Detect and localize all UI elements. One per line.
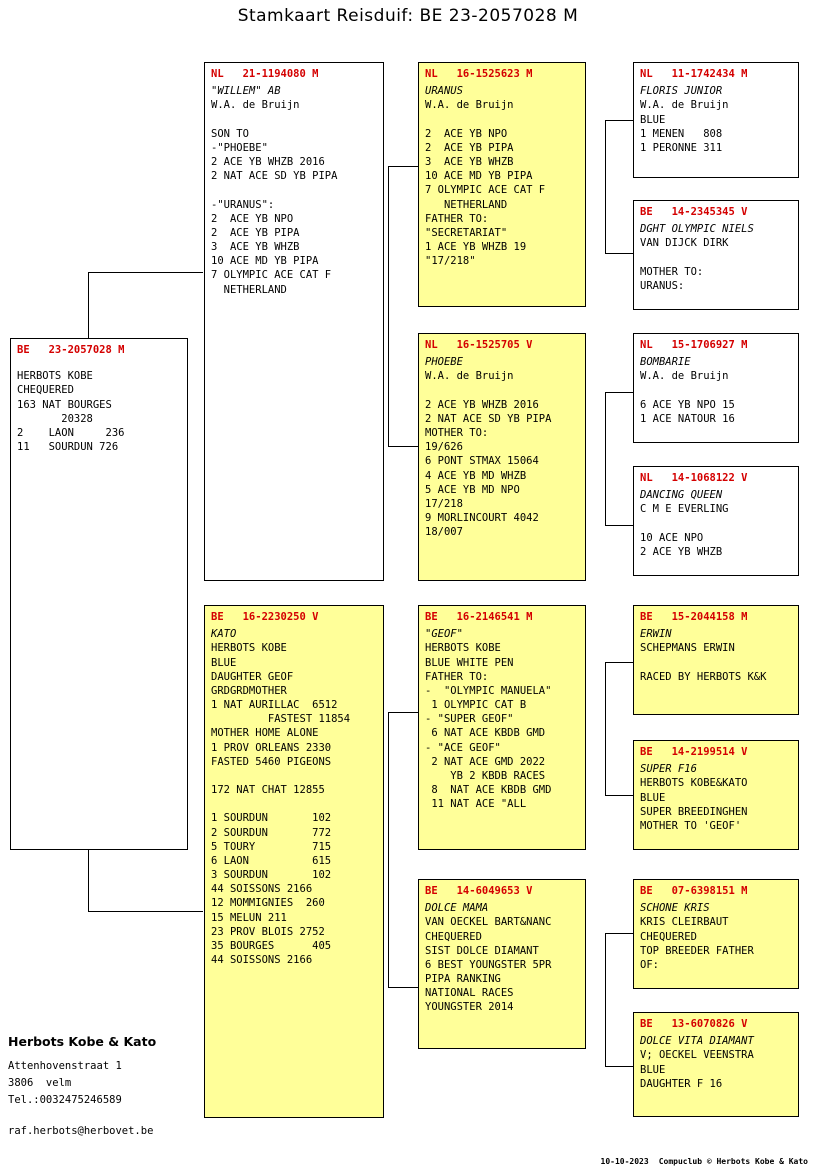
pigeon-name: DANCING QUEEN [640, 489, 723, 502]
detail-line: MOTHER TO 'GEOF' [640, 819, 742, 832]
connector [388, 166, 389, 446]
owner-telephone: Tel.:0032475246589 [8, 1094, 122, 1106]
detail-line: W.A. de Bruijn [211, 99, 300, 112]
pedigree-box-gen3-1[interactable] [633, 62, 799, 178]
pedigree-box-dam[interactable] [204, 605, 384, 1118]
pigeon-name: "GEOF" [425, 628, 463, 641]
detail-line: 2 SOURDUN 772 [211, 826, 332, 839]
detail-line: OF: [640, 958, 659, 971]
detail-line: CHEQUERED [17, 384, 74, 397]
detail-line: W.A. de Bruijn [640, 99, 729, 112]
detail-line: 1 PERONNE 311 [640, 141, 723, 154]
detail-line: 2 ACE YB PIPA [425, 141, 514, 154]
detail-line: 2 ACE YB PIPA [211, 226, 300, 239]
pedigree-box-gen3-4[interactable] [633, 466, 799, 576]
pigeon-name: URANUS [425, 85, 463, 98]
ring-number: BE 23-2057028 M [17, 344, 125, 356]
detail-line: MOTHER TO: [640, 265, 704, 278]
detail-line: 6 NAT ACE KBDB GMD [425, 727, 546, 740]
detail-line: 15 MELUN 211 [211, 911, 287, 924]
connector [388, 166, 418, 167]
detail-line: 2 NAT ACE SD YB PIPA [425, 412, 552, 425]
ring-number: BE 14-6049653 V [425, 885, 533, 897]
detail-line: 7 OLYMPIC ACE CAT F [425, 184, 546, 197]
pigeon-name: SUPER F16 [640, 763, 697, 776]
detail-line: 18/007 [425, 526, 463, 539]
connector [605, 525, 633, 526]
connector [605, 933, 633, 934]
owner-email[interactable]: raf.herbots@herbovet.be [8, 1125, 154, 1137]
detail-line: 6 LAON 615 [211, 854, 332, 867]
detail-line: 1 NAT AURILLAC 6512 [211, 699, 338, 712]
detail-line: SUPER BREEDINGHEN [640, 805, 748, 818]
ring-number: NL 15-1706927 M [640, 339, 748, 351]
detail-line: FATHER TO: [425, 670, 489, 683]
detail-line: NATIONAL RACES [425, 987, 514, 1000]
print-date: 10-10-2023 [600, 1157, 649, 1166]
detail-line: PIPA RANKING [425, 973, 501, 986]
detail-line [211, 769, 378, 783]
detail-line: BLUE [640, 1063, 666, 1076]
detail-line: -"PHOEBE" [211, 141, 268, 154]
ring-number: BE 16-2146541 M [425, 611, 533, 623]
detail-line: RACED BY HERBOTS K&K [640, 670, 767, 683]
detail-line: 44 SOISSONS 2166 [211, 883, 313, 896]
connector [605, 933, 606, 1066]
detail-line: 1 OLYMPIC CAT B [425, 699, 527, 712]
owner-name: Herbots Kobe & Kato [8, 1034, 157, 1049]
connector [605, 392, 606, 525]
detail-line: 2 ACE YB WHZB [640, 545, 723, 558]
detail-line: V; OECKEL VEENSTRA [640, 1049, 754, 1062]
detail-line [640, 656, 793, 670]
connector [605, 795, 633, 796]
detail-line: FASTEST 11854 [211, 713, 351, 726]
detail-line [211, 113, 378, 127]
pedigree-box-subject[interactable] [10, 338, 188, 850]
detail-line: YB 2 KBDB RACES [425, 769, 546, 782]
pedigree-box-gen3-2[interactable] [633, 200, 799, 310]
detail-line: 3 SOURDUN 102 [211, 869, 332, 882]
detail-line: SON TO [211, 127, 249, 140]
detail-line: "17/218" [425, 255, 476, 268]
connector [605, 662, 606, 795]
detail-line: HERBOTS KOBE [17, 370, 93, 383]
pigeon-name: DOLCE VITA DIAMANT [640, 1035, 754, 1048]
detail-line: 19/626 [425, 441, 463, 454]
detail-line: DAUGHTER F 16 [640, 1077, 723, 1090]
detail-line: 3 ACE YB WHZB [211, 241, 300, 254]
detail-line: MOTHER TO: [425, 427, 489, 440]
detail-line: W.A. de Bruijn [425, 370, 514, 383]
detail-line: - "SUPER GEOF" [425, 713, 514, 726]
detail-line: BLUE [640, 791, 666, 804]
pedigree-box-gen3-5[interactable] [633, 605, 799, 715]
detail-line: HERBOTS KOBE [211, 642, 287, 655]
detail-line: TOP BREEDER FATHER [640, 944, 754, 957]
detail-line: YOUNGSTER 2014 [425, 1001, 514, 1014]
pigeon-name: BOMBARIE [640, 356, 691, 369]
detail-line: 2 ACE YB WHZB 2016 [425, 398, 539, 411]
pedigree-box-gen3-8[interactable] [633, 1012, 799, 1117]
ring-number: NL 11-1742434 M [640, 68, 748, 80]
detail-line: 12 MOMMIGNIES 260 [211, 897, 325, 910]
ring-number: BE 14-2345345 V [640, 206, 748, 218]
connector [605, 120, 606, 253]
connector [88, 911, 203, 912]
detail-line: - "ACE GEOF" [425, 741, 501, 754]
connector [388, 446, 418, 447]
connector [605, 1066, 633, 1067]
detail-line: 2 NAT ACE SD YB PIPA [211, 170, 338, 183]
detail-line: URANUS: [640, 279, 685, 292]
pedigree-box-gen2-4[interactable] [418, 879, 586, 1049]
detail-line [425, 113, 580, 127]
ring-number: BE 16-2230250 V [211, 611, 319, 623]
ring-number: BE 15-2044158 M [640, 611, 748, 623]
detail-line: 2 ACE YB WHZB 2016 [211, 156, 325, 169]
ring-number: NL 16-1525705 V [425, 339, 533, 351]
connector [605, 253, 633, 254]
detail-line: 1 SOURDUN 102 [211, 812, 332, 825]
pedigree-box-gen2-3[interactable] [418, 605, 586, 850]
detail-line [640, 384, 793, 398]
detail-line: 1 MENEN 808 [640, 127, 723, 140]
connector [605, 120, 633, 121]
detail-line: 35 BOURGES 405 [211, 939, 332, 952]
detail-line: FATHER TO: [425, 212, 489, 225]
ring-number: NL 16-1525623 M [425, 68, 533, 80]
detail-line: DAUGHTER GEOF [211, 670, 294, 683]
pigeon-name: KATO [211, 628, 237, 641]
detail-line: BLUE [211, 656, 237, 669]
detail-line: BLUE WHITE PEN [425, 656, 514, 669]
pedigree-box-gen3-7[interactable] [633, 879, 799, 989]
detail-line: 2 ACE YB NPO [211, 212, 294, 225]
detail-line: 2 ACE YB NPO [425, 127, 508, 140]
detail-line [425, 384, 580, 398]
detail-line: 9 MORLINCOURT 4042 [425, 512, 539, 525]
detail-line: 6 BEST YOUNGSTER 5PR [425, 958, 552, 971]
detail-line: 11 NAT ACE "ALL [425, 798, 527, 811]
connector [605, 662, 633, 663]
detail-line: "SECRETARIAT" [425, 226, 508, 239]
pedigree-box-gen2-2[interactable] [418, 333, 586, 581]
detail-line: -"URANUS": [211, 198, 275, 211]
compuclub-credit: Compuclub © Herbots Kobe & Kato [658, 1157, 808, 1166]
pigeon-name: DOLCE MAMA [425, 902, 489, 915]
connector [388, 712, 418, 713]
detail-line: 20328 [17, 412, 93, 425]
detail-line: 1 ACE NATOUR 16 [640, 412, 735, 425]
detail-line: GRDGRDMOTHER [211, 684, 287, 697]
detail-line: HERBOTS KOBE&KATO [640, 777, 748, 790]
ring-number: BE 13-6070826 V [640, 1018, 748, 1030]
detail-line: 11 SOURDUN 726 [17, 441, 119, 454]
page-title: Stamkaart Reisduif: BE 23-2057028 M [237, 6, 579, 26]
detail-line: VAN OECKEL BART&NANC [425, 916, 552, 929]
detail-line: CHEQUERED [640, 930, 697, 943]
detail-line: 5 TOURY 715 [211, 840, 332, 853]
detail-line: 23 PROV BLOIS 2752 [211, 925, 325, 938]
detail-line: 5 ACE YB MD NPO [425, 483, 520, 496]
detail-line: 6 PONT STMAX 15064 [425, 455, 539, 468]
detail-line: 2 NAT ACE GMD 2022 [425, 755, 546, 768]
detail-line [211, 797, 378, 811]
detail-line: SIST DOLCE DIAMANT [425, 944, 539, 957]
pedigree-box-sire[interactable] [204, 62, 384, 581]
detail-line: 10 ACE MD YB PIPA [425, 170, 533, 183]
detail-line: NETHERLAND [211, 283, 287, 296]
detail-line: CHEQUERED [425, 930, 482, 943]
owner-address-line-1: Attenhovenstraat 1 [8, 1060, 122, 1072]
pigeon-name: DGHT OLYMPIC NIELS [640, 223, 754, 236]
detail-line: KRIS CLEIRBAUT [640, 916, 729, 929]
detail-line [640, 517, 793, 531]
ring-number: BE 07-6398151 M [640, 885, 748, 897]
connector [88, 272, 203, 273]
pigeon-name: ERWIN [640, 628, 672, 641]
connector [388, 987, 418, 988]
detail-line: 4 ACE YB MD WHZB [425, 469, 527, 482]
connector [605, 392, 633, 393]
detail-line: MOTHER HOME ALONE [211, 727, 319, 740]
pedigree-box-gen3-3[interactable] [633, 333, 799, 443]
detail-line: BLUE [640, 113, 666, 126]
ring-number: BE 14-2199514 V [640, 746, 748, 758]
detail-line: 6 ACE YB NPO 15 [640, 398, 735, 411]
pigeon-name: SCHONE KRIS [640, 902, 710, 915]
detail-line: NETHERLAND [425, 198, 508, 211]
ring-number: NL 21-1194080 M [211, 68, 319, 80]
detail-line: - "OLYMPIC MANUELA" [425, 684, 552, 697]
detail-line: VAN DIJCK DIRK [640, 237, 729, 250]
detail-line: W.A. de Bruijn [640, 370, 729, 383]
detail-line: 2 LAON 236 [17, 426, 125, 439]
footer-credit [601, 1157, 808, 1166]
detail-line: 10 ACE NPO [640, 531, 704, 544]
owner-address-line-2: 3806 velm [8, 1077, 72, 1089]
detail-line [211, 183, 378, 197]
pedigree-box-gen2-1[interactable] [418, 62, 586, 307]
detail-line: 1 PROV ORLEANS 2330 [211, 741, 332, 754]
detail-line: 163 NAT BOURGES [17, 398, 112, 411]
detail-line: FASTED 5460 PIGEONS [211, 755, 332, 768]
detail-line: SCHEPMANS ERWIN [640, 642, 735, 655]
connector [388, 712, 389, 987]
detail-line: W.A. de Bruijn [425, 99, 514, 112]
detail-line [640, 251, 793, 265]
detail-line: 8 NAT ACE KBDB GMD [425, 784, 552, 797]
ring-number: NL 14-1068122 V [640, 472, 748, 484]
detail-line: 3 ACE YB WHZB [425, 156, 514, 169]
pigeon-name: "WILLEM" AB [211, 85, 281, 98]
pigeon-name: FLORIS JUNIOR [640, 85, 723, 98]
detail-line: C M E EVERLING [640, 503, 729, 516]
detail-line: 1 ACE YB WHZB 19 [425, 241, 527, 254]
pedigree-box-gen3-6[interactable] [633, 740, 799, 850]
detail-line: 44 SOISSONS 2166 [211, 954, 313, 967]
detail-line: 17/218 [425, 497, 463, 510]
pigeon-name: PHOEBE [425, 356, 463, 369]
detail-line: 10 ACE MD YB PIPA [211, 255, 319, 268]
detail-line: 172 NAT CHAT 12855 [211, 784, 325, 797]
detail-line: HERBOTS KOBE [425, 642, 501, 655]
detail-line: 7 OLYMPIC ACE CAT F [211, 269, 332, 282]
